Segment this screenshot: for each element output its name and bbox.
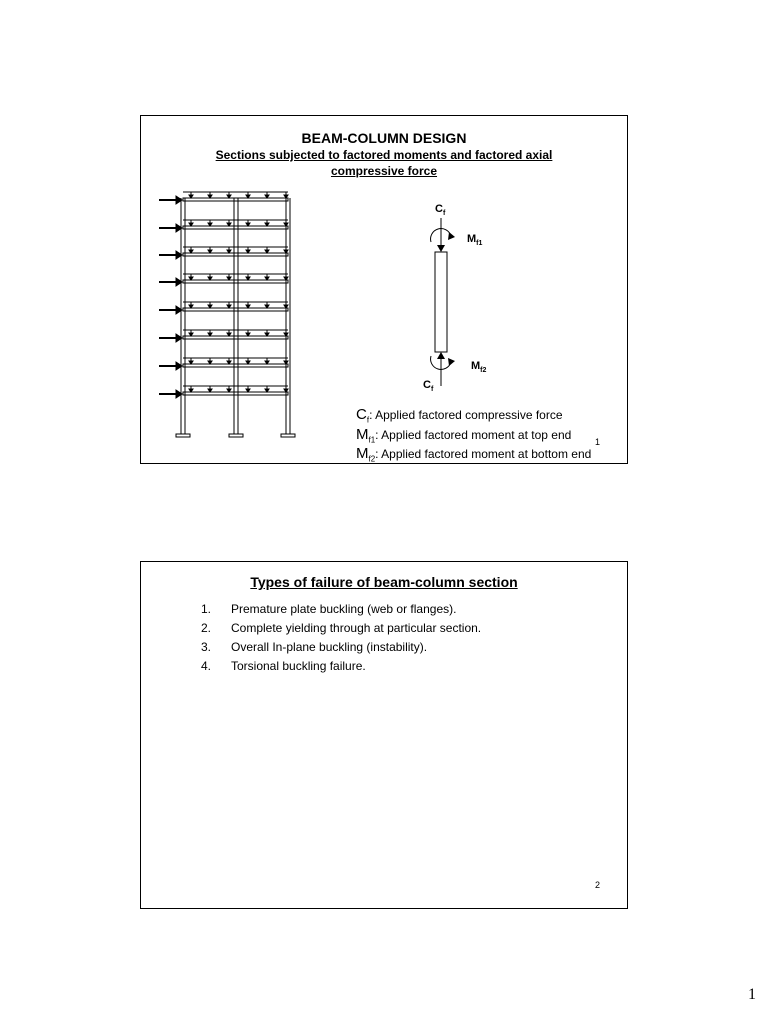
- svg-text:Mf1: $M_{f1}$: [467, 233, 483, 247]
- legend-mf1: $M_{f1}$: Applied factored moment at top end: [356, 426, 572, 445]
- slide-2: [140, 561, 628, 909]
- svg-text:Cf: $C_f$: [423, 379, 434, 393]
- slide-number: 2: [595, 880, 601, 890]
- list-item: 4. Torsional buckling failure.: [201, 659, 366, 673]
- frame-diagram: [151, 186, 301, 441]
- svg-text:Mf2: $M_{f2}$: [471, 360, 487, 374]
- slide-title: BEAM-COLUMN DESIGN: [301, 130, 467, 146]
- list-item: 2. Complete yielding through at particular section.: [201, 621, 482, 635]
- cf-top-label: C: [435, 203, 443, 215]
- list-item: 3. Overall In-plane buckling (instability).: [201, 640, 428, 654]
- mf1-label: M: [467, 233, 477, 245]
- column-diagram: [411, 196, 511, 396]
- slide-number: 1: [595, 437, 601, 447]
- slide-subtitle-line2: compressive force: [330, 164, 438, 178]
- mf2-label: M: [471, 360, 481, 372]
- cf-bottom-label: C: [423, 379, 431, 391]
- list-item: 1. Premature plate buckling (web or flanges).: [201, 602, 457, 616]
- slide-1: [140, 115, 628, 464]
- svg-text:Cf: $C_f$: [435, 203, 446, 217]
- slide-subtitle-line1: Sections subjected to factored moments and factored axial: [215, 148, 553, 162]
- legend-cf: $C_f$: Applied factored compressive force: [356, 406, 563, 425]
- slide-title: Types of failure of beam-column section: [250, 574, 518, 590]
- page-number: 1: [748, 986, 756, 1003]
- failure-types-list: [201, 602, 481, 678]
- legend-mf2: $M_{f2}$: Applied factored moment at bottom end: [356, 445, 592, 464]
